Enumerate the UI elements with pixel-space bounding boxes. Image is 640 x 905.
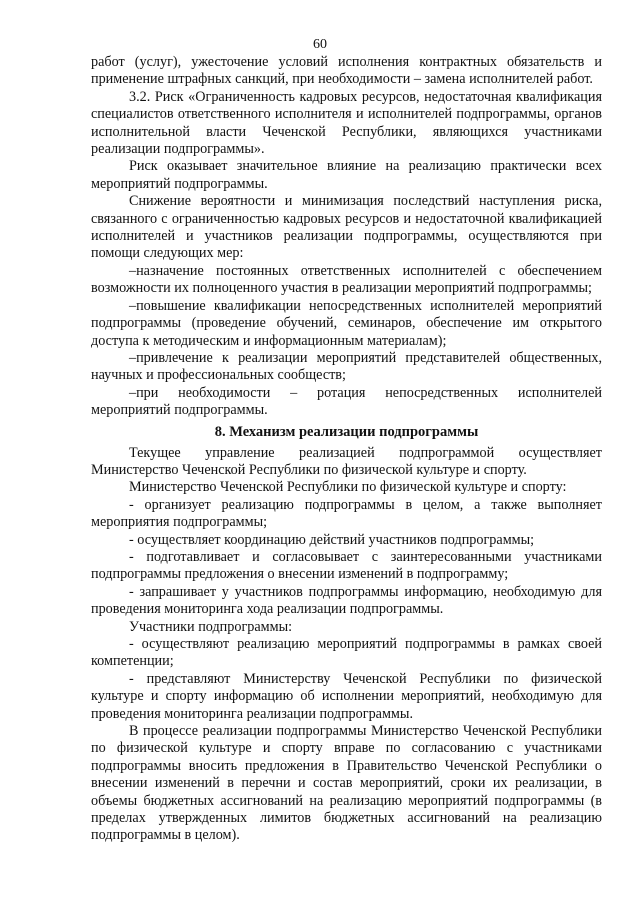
list-item-ministry-duty: - запрашивает у участников подпрограммы информацию, необходимую для проведения мониторинга хода реализации подпрограммы. [91,583,602,618]
page-body [91,54,602,845]
paragraph-risk-heading: 3.2. Риск «Ограниченность кадровых ресурсов, недостаточная квалификация специалистов ответственного исполнителя и исполнителей подпрограммы, органов исполнительной власти Чеченской Республики, являющихся участниками реализации подпрограммы». [91,88,602,158]
page-number: 60 [313,37,327,52]
list-item-participant-duty: - осуществляют реализацию мероприятий подпрограммы в рамках своей компетенции; [91,636,602,670]
list-item-ministry-duty: - подготавливает и согласовывает с заинтересованными участниками подпрограммы предложения о внесении изменений в подпрограмму; [91,548,602,583]
paragraph-continuation: работ (услуг), ужесточение условий исполнения контрактных обязательств и применение штрафных санкций, при необходимости – замена исполнителей работ. [91,54,602,88]
paragraph-amendments: В процессе реализации подпрограммы Министерство Чеченской Республики по физической культуре и спорту вправе по согласованию с участниками подпрограммы вносить предложения в Правительство Чеченской Республики о внесении изменений в перечни и состав мероприятий, сроки их реализации, в объемы бюджетных ассигнований на реализацию мероприятий подпрограммы (в пределах утвержденных лимитов бюджетных ассигнований на реализацию подпрограммы в целом). [91,723,602,844]
list-item-measure: –повышение квалификации непосредственных исполнителей мероприятий подпрограммы (проведение обучений, семинаров, обеспечение им открытого доступа к методическим и информационным материалам); [91,297,602,349]
paragraph-ministry-intro: Министерство Чеченской Республики по физической культуре и спорту: [129,479,567,496]
section-heading: 8. Механизм реализации подпрограммы [214,423,479,440]
paragraph-risk-mitigation: Снижение вероятности и минимизация последствий наступления риска, связанного с ограниченностью кадровых ресурсов и недостаточной квалификацией исполнителей и участников реализации подпрограммы, осуществляются при помощи следующих мер: [91,193,602,262]
paragraph-participants-intro: Участники подпрограммы: [129,618,293,635]
list-item-measure: –назначение постоянных ответственных исполнителей с обеспечением возможности их полноценного участия в реализации мероприятий подпрограммы; [91,262,602,297]
list-item-measure: –при необходимости – ротация непосредственных исполнителей мероприятий подпрограммы. [91,384,602,419]
list-item-measure: –привлечение к реализации мероприятий представителей общественных, научных и профессиональных сообществ; [91,349,602,384]
list-item-ministry-duty: - осуществляет координацию действий участников подпрограммы; [129,531,535,548]
list-item-ministry-duty: - организует реализацию подпрограммы в целом, а также выполняет мероприятия подпрограммы; [91,496,602,531]
paragraph-risk-impact: Риск оказывает значительное влияние на реализацию практически всех мероприятий подпрограммы. [91,158,602,192]
paragraph-management: Текущее управление реализацией подпрограммой осуществляет Министерство Чеченской Республики по физической культуре и спорту. [91,444,602,478]
list-item-participant-duty: - представляют Министерству Чеченской Республики по физической культуре и спорту информацию об исполнении мероприятий, необходимую для проведения мониторинга реализации подпрограммы. [91,670,602,722]
